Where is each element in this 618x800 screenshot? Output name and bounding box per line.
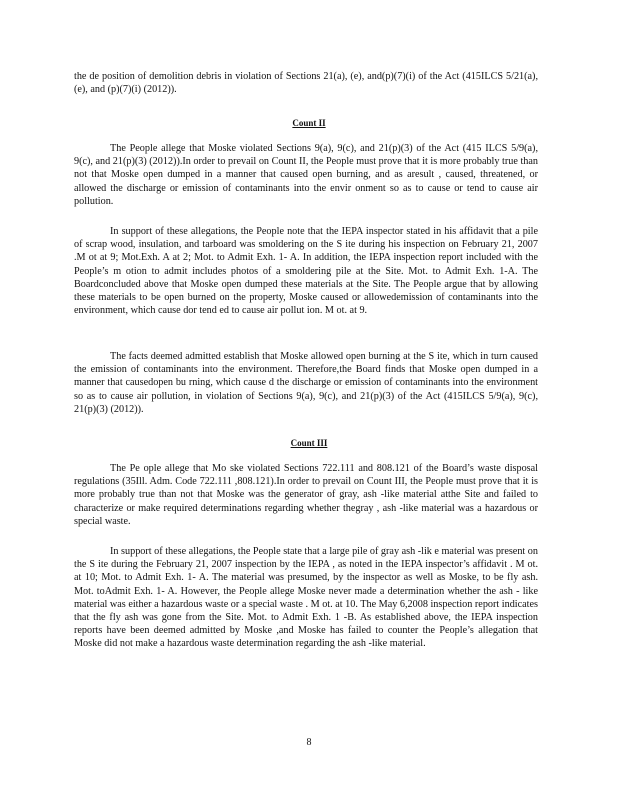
paragraph-count-ii-support: In support of these allegations, the People note that the IEPA inspector stated in his affidavit that a pile of scrap wood, insulation, and tarboard was smoldering on the S ite during his inspection on February 21, 2007 .M ot at 9; Mot.Exh. A at 2; Mot. to Admit Exh. 1- A. In addition, the IEPA inspection report included with the People’s m otion to admit includes photos of a smoldering pile at the Site. Mot. to Admit Exh. 1-A. The Boardconcluded above that Moske open dumped these materials at the Site. The People argue that by allowing these materials to be open burned on the property, Moske caused or allowedemission of contaminants into the environment, which cause dor tend ed to cause air pollut ion. M ot. at 9. (74, 226, 538, 317)
count-iii-heading (0, 437, 618, 450)
paragraph-count-ii-findings: The facts deemed admitted establish that Moske allowed open burning at the S ite, which in turn caused the emission of contaminants into the environment. Therefore,the Board finds that Moske open dumped in a manner that causedopen bu rning, which cause d the discharge or emission of contaminants into the environment so as to cause air pollution, in violation of Sections 9(a), 9(c), and 21(p)(3) of the Act (415ILCS 5/9(a), 9(c), 21(p)(3) (2012)). (74, 351, 538, 415)
page-number: 8 (306, 737, 312, 748)
paragraph-continuation: the de position of demolition debris in violation of Sections 21(a), (e), and(p)(7)(i) of the Act (415ILCS 5/21(a), (e), and (p)(7)(i) (2012)). (74, 71, 538, 96)
count-iii-heading-text: Count III (290, 438, 328, 448)
count-ii-heading-text: Count II (292, 118, 326, 128)
paragraph-count-iii-support: In support of these allegations, the People state that a large pile of gray ash -lik e material was present on the S ite during the February 21, 2007 inspection by the IEPA , as noted in the IEPA inspector’s affidavit . M ot. at 10; Mot. to Admit Exh. 1- A. The material was presumed, by the inspector as well as Moske, to be fly ash. Mot. toAdmit Exh. 1- A. However, the People allege Moske never made a determination whether the ash - like material was either a hazardous waste or a special waste . M ot. at 10. The May 6,2008 inspection report indicates that the fly ash was gone from the Site. Mot. to Admit Exh. 1 -B. As established above, the IEPA inspection reports have been deemed admitted by Moske ,and Moske has failed to counter the People’s allegation that Moske did not make a hazardous waste determination regarding the ash -like material. (74, 546, 538, 650)
count-ii-heading (0, 117, 618, 130)
paragraph-count-iii-allegation: The Pe ople allege that Mo ske violated Sections 722.111 and 808.121 of the Board’s waste disposal regulations (35Ill. Adm. Code 722.111 ,808.121).In order to prevail on Count III, the People must prove that it is more probably true than not that Moske was the generator of gray, ash -like material atthe Site and failed to characterize or make required determinations regarding whether thegray , ash -like material was a hazardous or special waste. (74, 463, 538, 527)
paragraph-count-ii-allegation: The People allege that Moske violated Sections 9(a), 9(c), and 21(p)(3) of the Act (415 ILCS 5/9(a), 9(c), and 21(p)(3) (2012)).In order to prevail on Count II, the People must prove that it is more probably true than not that Moske open dumped in a manner that caused open burning, and as aresult , caused, threatened, or allowed the discharge or emission of contaminants into the envir onment so as to cause or tend to cause air pollution. (74, 143, 538, 207)
